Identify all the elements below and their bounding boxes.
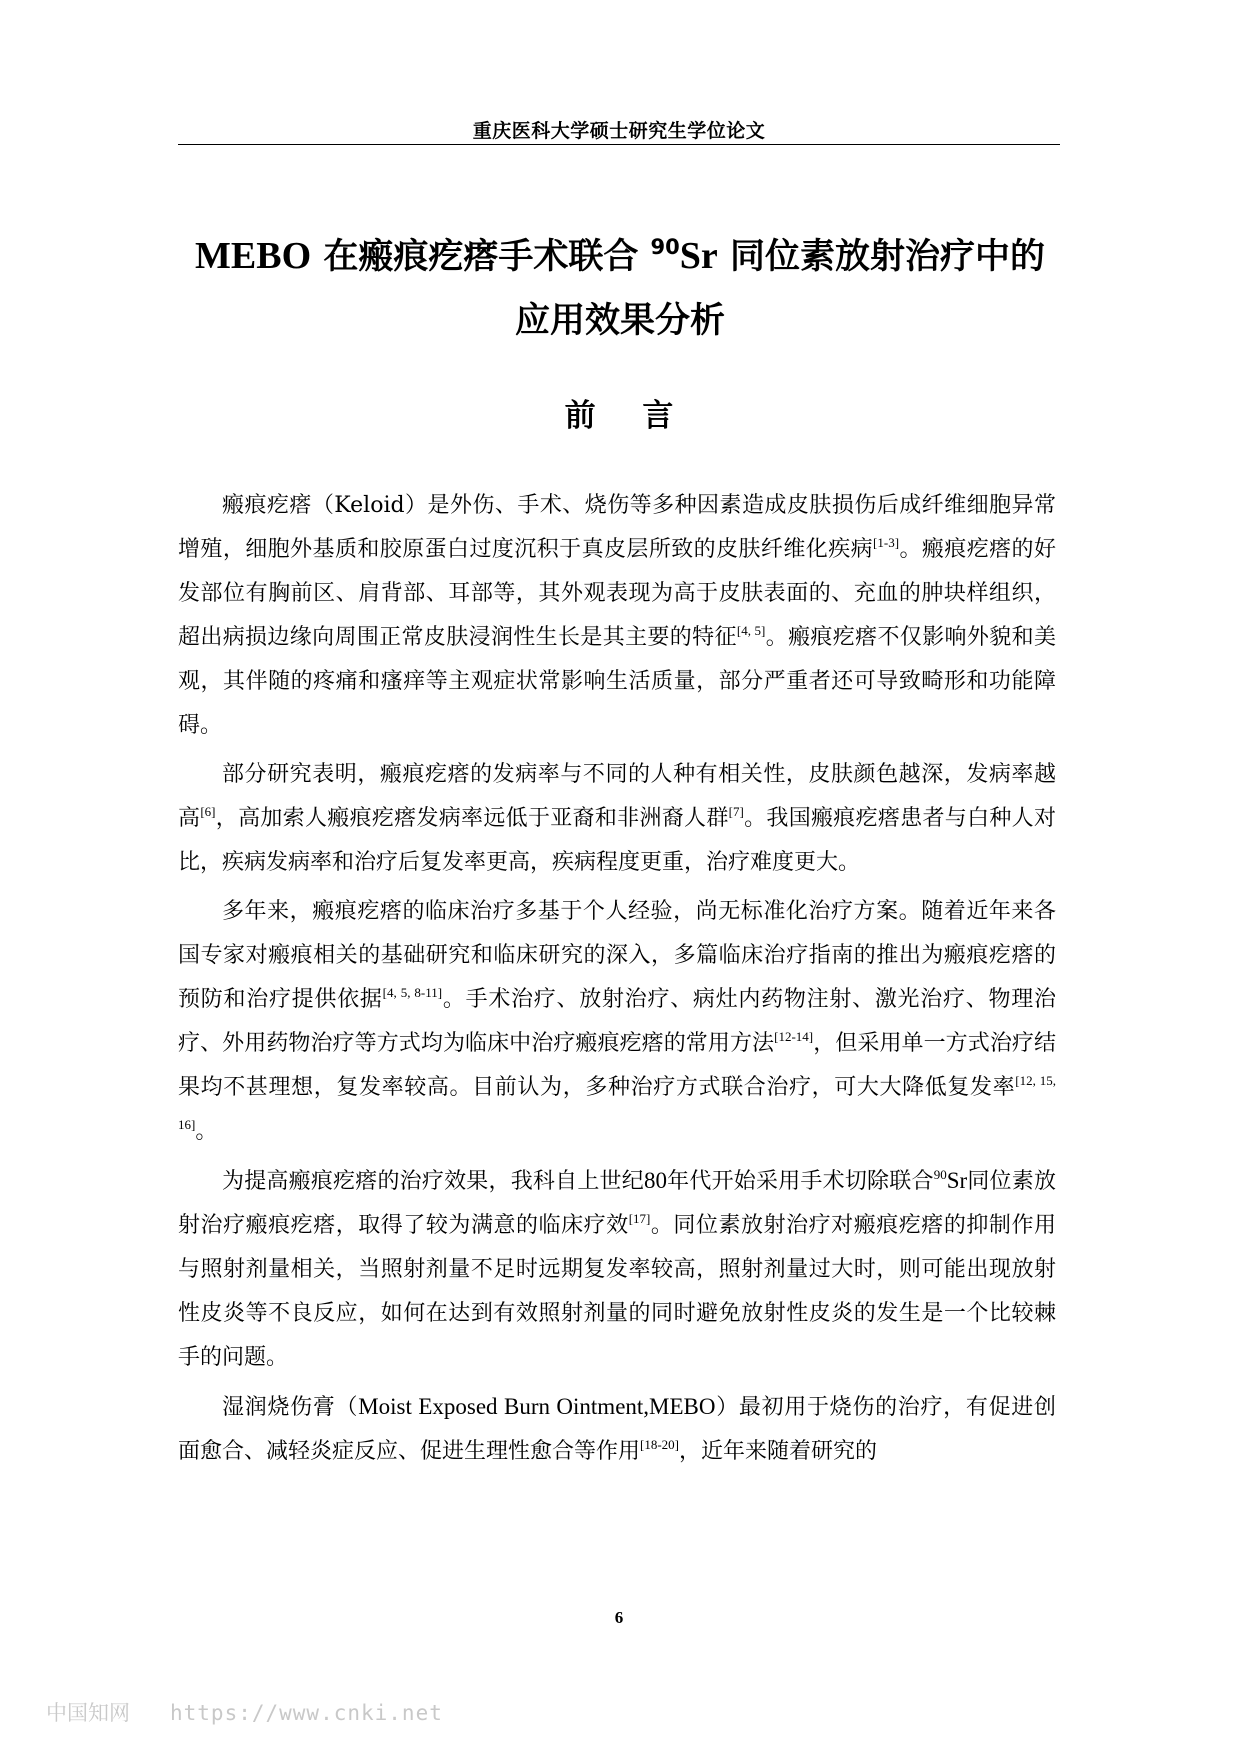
decade-number: 80 <box>643 1168 667 1193</box>
citation: [7] <box>728 804 744 819</box>
title-sr: Sr <box>679 235 718 277</box>
paragraph-text: 。 <box>195 1119 218 1144</box>
paragraph-text: 。同位素放射治疗对瘢痕疙瘩的抑制作用与照射剂量相关，当照射剂量不足时远期复发率较高，照射剂量过大时，则可能出现放射性皮炎等不良反应，如何在达到有效照射剂量的同时避免放射性皮炎的发生是一个比较棘手的问题。 <box>178 1213 1056 1370</box>
citation: [18-20] <box>640 1437 680 1452</box>
title-isotope-mass: 90 <box>650 235 680 259</box>
watermark-url: https://www.cnki.net <box>170 1701 443 1725</box>
paragraph-text: ，但采用单一方式治疗结果均不甚理想，复发率较高。目前认为，多种治疗方式联合治疗，可大大降低复发率 <box>178 1031 1056 1100</box>
body-text <box>178 484 1056 1479</box>
title-text-1: 在瘢痕疙瘩手术联合 <box>311 237 651 277</box>
citation: [1-3] <box>873 535 900 550</box>
paragraph-1 <box>178 484 1056 748</box>
paragraph-text: 年代开始采用手术切除联合 <box>666 1169 934 1194</box>
paragraph-text: 部分研究表明，瘢痕疙瘩的发病率与不同的人种有相关性，皮肤颜色越深，发病率越高 <box>178 762 1056 831</box>
isotope-mass-number: 90 <box>933 1167 947 1182</box>
citation: [4, 5, 8-11] <box>382 985 443 1000</box>
thesis-title <box>150 226 1090 351</box>
paragraph-text: 湿润烧伤膏（ <box>222 1395 359 1420</box>
page-number: 6 <box>614 1608 624 1627</box>
citation: [17] <box>628 1211 651 1226</box>
paragraph-text: 。瘢痕疙瘩不仅影响外貌和美观，其伴随的疼痛和瘙痒等主观症状常影响生活质量，部分严重者还可导致畸形和功能障碍。 <box>178 625 1056 738</box>
paragraph-text: 瘢痕疙瘩（Keloid）是外伤、手术、烧伤等多种因素造成皮肤损伤后成纤维细胞异常增殖，细胞外基质和胶原蛋白过度沉积于真皮层所致的皮肤纤维化疾病 <box>178 493 1056 562</box>
paragraph-text: 同位素放射治疗瘢痕疙瘩，取得了较为满意的临床疗效 <box>178 1169 1056 1238</box>
paragraph-text: ）最初用于烧伤的治疗，有促进创面愈合、减轻炎症反应、促进生理性愈合等作用 <box>178 1395 1056 1464</box>
paragraph-text: ，高加索人瘢痕疙瘩发病率远低于亚裔和非洲裔人群 <box>215 806 729 831</box>
title-text-2: 同位素放射治疗中的 <box>717 237 1045 277</box>
citation: [6] <box>200 804 216 819</box>
paragraph-text: 。我国瘢痕疙瘩患者与白种人对比，疾病发病率和治疗后复发率更高，疾病程度更重，治疗难度更大。 <box>178 806 1056 875</box>
isotope-symbol: Sr <box>946 1168 968 1193</box>
paragraph-3 <box>178 890 1056 1154</box>
paragraph-2 <box>178 753 1056 885</box>
citation: [12-14] <box>774 1029 814 1044</box>
running-header: 重庆医科大学硕士研究生学位论文 <box>472 120 766 142</box>
paragraph-text: ，近年来随着研究的 <box>679 1439 878 1464</box>
paragraph-text: 多年来，瘢痕疙瘩的临床治疗多基于个人经验，尚无标准化治疗方案。随着近年来各国专家对瘢痕相关的基础研究和临床研究的深入，多篇临床治疗指南的推出为瘢痕疙瘩的预防和治疗提供依据 <box>178 899 1056 1012</box>
citation: [4, 5] <box>736 623 766 638</box>
watermark-brand: 中国知网 <box>46 1701 130 1725</box>
paragraph-text: 。手术治疗、放射治疗、病灶内药物注射、激光治疗、物理治疗、外用药物治疗等方式均为临床中治疗瘢痕疙瘩的常用方法 <box>178 987 1056 1056</box>
section-heading-preface: 前 言 <box>564 398 692 434</box>
title-line-2: 应用效果分析 <box>514 301 725 341</box>
citation: [12, 15, 16] <box>178 1073 1056 1132</box>
paragraph-text: 为提高瘢痕疙瘩的治疗效果，我科自上世纪 <box>222 1169 644 1194</box>
title-mebo: MEBO <box>195 235 312 277</box>
header-rule <box>178 144 1060 145</box>
paragraph-4 <box>178 1159 1056 1380</box>
paragraph-text: 。瘢痕疙瘩的好发部位有胸前区、肩背部、耳部等，其外观表现为高于皮肤表面的、充血的肿块样组织，超出病损边缘向周围正常皮肤浸润性生长是其主要的特征 <box>178 537 1056 650</box>
cnki-watermark <box>46 1697 443 1727</box>
paragraph-5 <box>178 1385 1056 1474</box>
english-term: Moist Exposed Burn Ointment,MEBO <box>358 1394 716 1419</box>
